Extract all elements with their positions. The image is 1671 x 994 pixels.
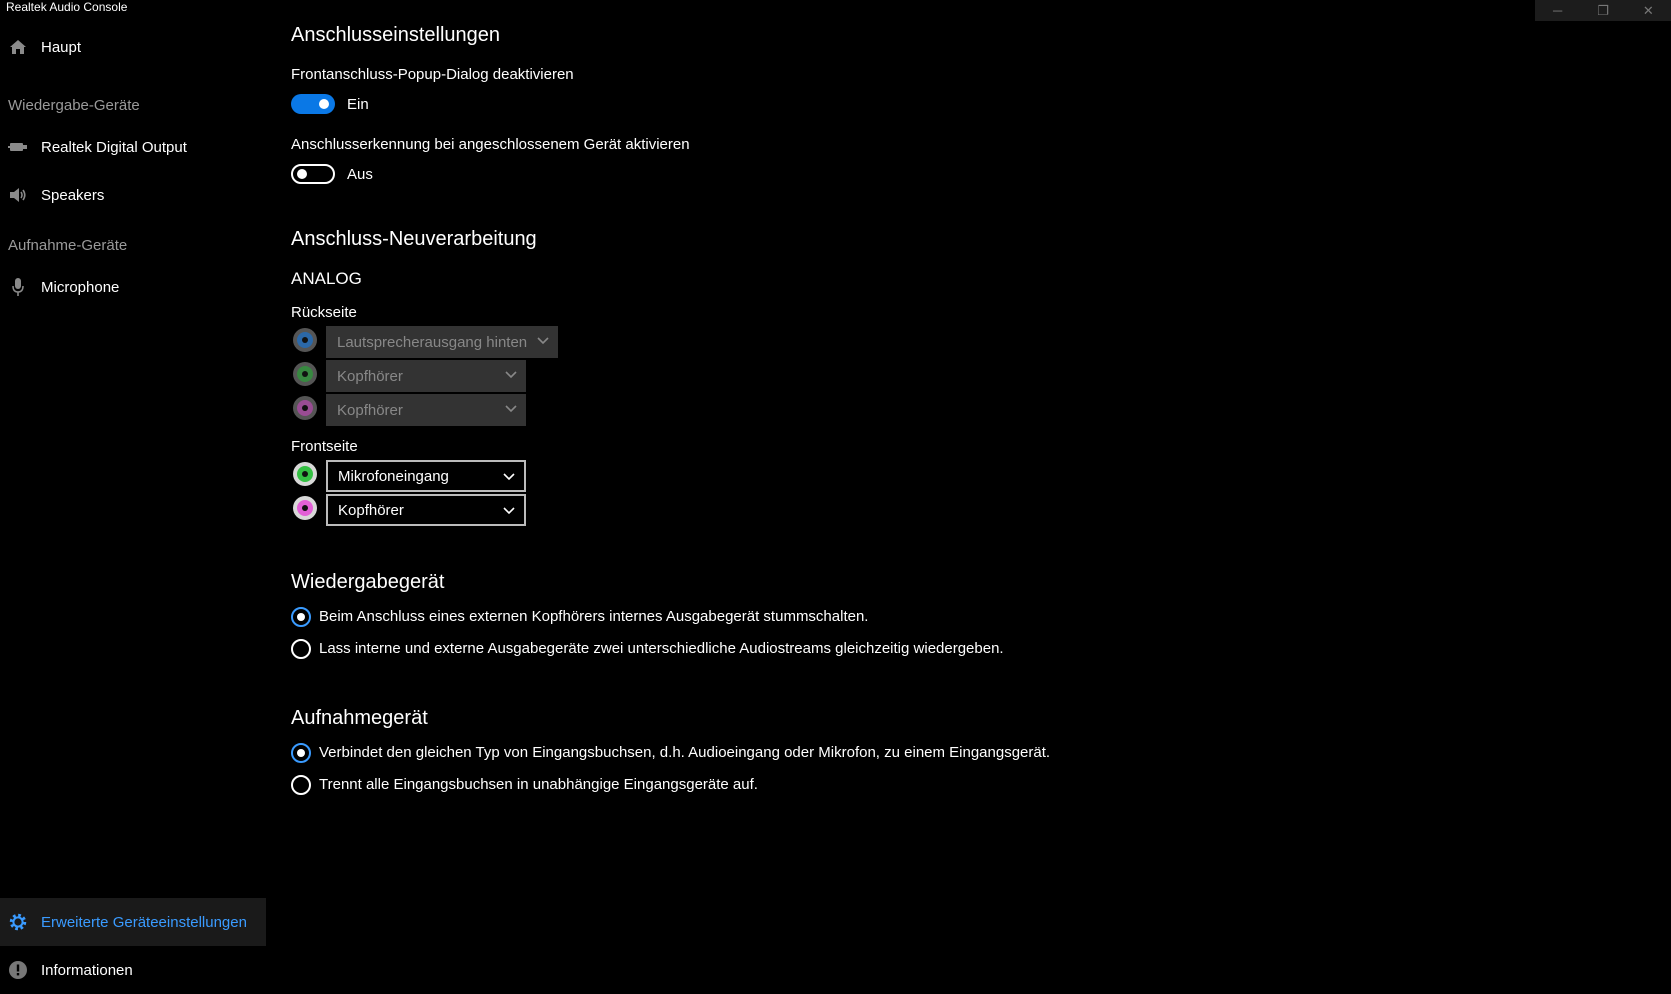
jack-icon-front-green	[293, 462, 317, 486]
select-value: Kopfhörer	[337, 367, 403, 385]
section-title-retasking: Anschluss-Neuverarbeitung	[291, 228, 537, 250]
info-icon	[8, 960, 28, 980]
chevron-down-icon	[536, 334, 550, 348]
recording-option-1-label[interactable]: Verbindet den gleichen Typ von Eingangsbuchsen, d.h. Audioeingang oder Mikrofon, zu einem Eingangsgerät.	[319, 744, 1051, 761]
jack-icon-front-pink	[293, 496, 317, 520]
restore-button[interactable]: ❐	[1597, 2, 1609, 18]
sidebar-item-info[interactable]	[0, 946, 266, 994]
sidebar-item-digital-output[interactable]	[0, 123, 266, 171]
playback-option-1-label[interactable]: Beim Anschluss eines externen Kopfhörers internes Ausgabegerät stummschalten.	[319, 608, 869, 625]
playback-option-1-radio[interactable]	[291, 607, 311, 627]
rear-jack-3-select[interactable]	[326, 394, 526, 426]
chevron-down-icon	[502, 504, 516, 518]
rear-label: Rückseite	[291, 304, 357, 321]
select-value: Lautsprecherausgang hinten	[337, 333, 528, 351]
sidebar-item-speakers[interactable]	[0, 171, 266, 219]
detection-state: Aus	[347, 166, 373, 183]
select-value: Kopfhörer	[337, 401, 403, 419]
front-jack-1-select[interactable]	[326, 460, 526, 492]
gear-icon	[8, 912, 28, 932]
window-controls	[1535, 0, 1671, 21]
sidebar-item-advanced-settings[interactable]	[0, 898, 266, 946]
section-title-recording-device: Aufnahmegerät	[291, 707, 428, 729]
section-title-connector-settings: Anschlusseinstellungen	[291, 24, 501, 46]
jack-icon-rear-blue	[293, 328, 317, 352]
close-button[interactable]: ✕	[1642, 2, 1654, 18]
speaker-icon	[8, 185, 28, 205]
playback-option-2-label[interactable]: Lass interne und externe Ausgabegeräte zwei unterschiedliche Audiostreams gleichzeitig wiedergeben.	[319, 640, 1004, 657]
detection-label: Anschlusserkennung bei angeschlossenem Gerät aktivieren	[291, 136, 690, 153]
jack-icon-rear-green	[293, 362, 317, 386]
sidebar-item-label: Realtek Digital Output	[41, 138, 187, 156]
sidebar-item-home[interactable]	[0, 23, 266, 71]
sidebar-group-recording: Aufnahme-Geräte	[8, 237, 128, 254]
analog-label: ANALOG	[291, 269, 362, 288]
sidebar-item-label: Erweiterte Geräteeinstellungen	[41, 913, 247, 931]
chevron-down-icon	[502, 470, 516, 484]
chevron-down-icon	[504, 368, 518, 382]
front-jack-2-select[interactable]	[326, 494, 526, 526]
window-title: Realtek Audio Console	[6, 0, 128, 14]
playback-option-2-radio[interactable]	[291, 639, 311, 659]
recording-option-2-radio[interactable]	[291, 775, 311, 795]
recording-option-2-label[interactable]: Trennt alle Eingangsbuchsen in unabhängige Eingangsgeräte auf.	[319, 776, 758, 793]
front-popup-state: Ein	[347, 96, 369, 113]
sidebar-group-playback: Wiedergabe-Geräte	[8, 97, 140, 114]
front-popup-label: Frontanschluss-Popup-Dialog deaktivieren	[291, 66, 574, 83]
rear-jack-2-select[interactable]	[326, 360, 526, 392]
sidebar-item-label: Speakers	[41, 186, 105, 204]
sidebar-item-label: Microphone	[41, 278, 120, 296]
sidebar-item-label: Haupt	[41, 38, 82, 56]
sidebar	[0, 0, 266, 989]
front-popup-toggle[interactable]	[291, 94, 335, 114]
chevron-down-icon	[504, 402, 518, 416]
sidebar-item-label: Informationen	[41, 961, 133, 979]
select-value: Mikrofoneingang	[338, 467, 449, 485]
recording-option-1-radio[interactable]	[291, 743, 311, 763]
front-label: Frontseite	[291, 438, 358, 455]
select-value: Kopfhörer	[338, 501, 404, 519]
jack-icon-rear-pink	[293, 396, 317, 420]
rear-jack-1-select[interactable]	[326, 326, 558, 358]
microphone-icon	[8, 277, 28, 297]
detection-toggle[interactable]	[291, 164, 335, 184]
digital-output-icon	[8, 137, 28, 157]
minimize-button[interactable]: ─	[1553, 3, 1563, 18]
home-icon	[8, 37, 28, 57]
sidebar-item-microphone[interactable]	[0, 263, 266, 311]
section-title-playback-device: Wiedergabegerät	[291, 571, 445, 593]
